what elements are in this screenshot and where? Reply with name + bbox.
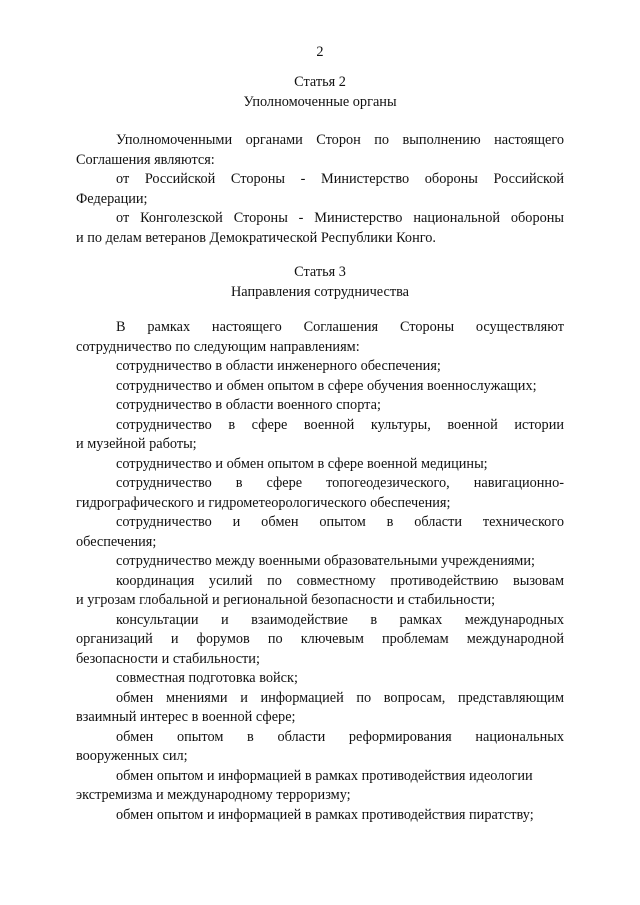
list-item: сотрудничество и обмен опытом в области технического [116, 514, 564, 530]
list-item: обмен мнениями и информацией по вопросам, представляющим [116, 689, 564, 706]
article-3-heading: Статья 3 [294, 264, 346, 280]
list-item: сотрудничество в сфере военной культуры, военной истории [116, 416, 564, 433]
list-item: обмен опытом и информацией в рамках противодействия пиратству; [116, 806, 534, 823]
list-item: сотрудничество в области инженерного обеспечения; [116, 358, 441, 374]
text-line: безопасности и стабильности; [76, 650, 260, 667]
list-item: обмен опытом в области реформирования национальных [116, 728, 564, 745]
text-line: В рамках настоящего Соглашения Стороны осуществляют [116, 319, 564, 335]
text-line: взаимный интерес в военной сфере; [76, 709, 296, 725]
text-line: и по делам ветеранов Демократической Республики Конго. [76, 229, 436, 246]
article-3-body [76, 318, 564, 825]
list-item: сотрудничество и обмен опытом в сфере военной медицины; [116, 455, 488, 472]
list-item: сотрудничество и обмен опытом в сфере обучения военнослужащих; [116, 377, 537, 394]
list-item: консультации и взаимодействие в рамках международных [116, 611, 564, 628]
text-line: гидрографического и гидрометеорологического обеспечения; [76, 494, 451, 511]
list-item: сотрудничество в сфере топогеодезического, навигационно- [116, 475, 564, 491]
text-line: обеспечения; [76, 533, 157, 550]
text-line: сотрудничество по следующим направлениям: [76, 338, 360, 355]
article-2-body [76, 131, 564, 248]
text-line: экстремизма и международному терроризму; [76, 787, 351, 803]
text-line: Соглашения являются: [76, 151, 215, 168]
article-2-subtitle: Уполномоченные органы [243, 94, 397, 110]
list-item: сотрудничество между военными образовательными учреждениями; [116, 553, 535, 569]
text-line: вооруженных сил; [76, 748, 188, 764]
text-line: и музейной работы; [76, 436, 197, 452]
text-line: Уполномоченными органами Сторон по выполнению настоящего [116, 132, 564, 148]
text-line: и угрозам глобальной и региональной безопасности и стабильности; [76, 592, 496, 608]
list-item: сотрудничество в области военного спорта; [116, 397, 381, 413]
page-number: 2 [316, 44, 324, 60]
list-item: координация усилий по совместному противодействию вызовам [116, 572, 564, 589]
list-item: обмен опытом и информацией в рамках противодействия идеологии [116, 767, 533, 784]
article-2-heading: Статья 2 [294, 74, 346, 90]
text-line: организаций и форумов по ключевым проблемам международной [76, 631, 564, 647]
text-line: от Конголезской Стороны - Министерство национальной обороны [116, 210, 564, 226]
text-line: от Российской Стороны - Министерство обороны Российской [116, 171, 564, 187]
article-3-subtitle: Направления сотрудничества [230, 284, 410, 300]
list-item: совместная подготовка войск; [116, 670, 298, 686]
text-line: Федерации; [76, 190, 148, 207]
